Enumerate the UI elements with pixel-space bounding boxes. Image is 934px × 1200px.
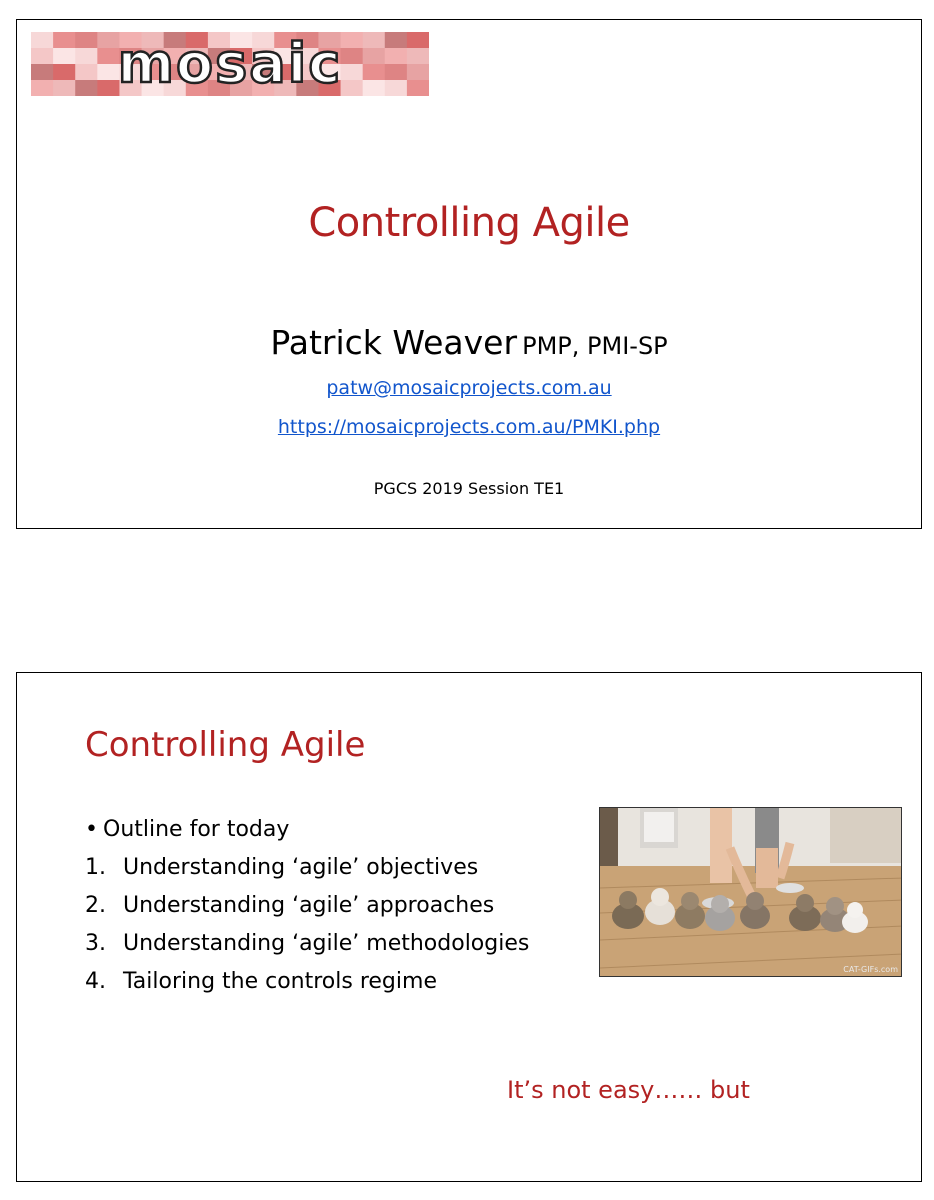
bullet-dot: • [85,817,98,842]
title-slide [16,19,922,529]
item-number: 2. [85,893,106,918]
image-caption: CAT-GIFs.com [843,965,898,974]
item-text: Understanding ‘agile’ approaches [123,893,495,918]
item-number: 4. [85,969,106,994]
item-text: Understanding ‘agile’ objectives [123,855,479,880]
session-label: PGCS 2019 Session TE1 [373,479,565,498]
author-name: Patrick Weaver [270,323,518,362]
list-item [85,925,529,963]
logo-text: mosaic [117,32,343,95]
item-number: 1. [85,855,106,880]
outline-list [85,811,529,1001]
email-link[interactable]: patw@mosaicprojects.com.au [326,377,612,399]
slide-title: Controlling Agile [85,725,366,765]
list-item [85,887,529,925]
kittens-photo [599,807,902,977]
author-credentials: PMP, PMI-SP [522,332,668,360]
item-number: 3. [85,931,106,956]
slide-title: Controlling Agile [308,200,630,246]
outline-bullet [85,811,529,849]
list-item [85,849,529,887]
author-line [17,323,921,362]
tagline: It’s not easy…… but [507,1076,750,1104]
outline-slide [16,672,922,1182]
bullet-text: Outline for today [103,817,290,842]
list-item [85,963,529,1001]
item-text: Tailoring the controls regime [123,969,437,994]
website-link[interactable]: https://mosaicprojects.com.au/PMKI.php [277,416,661,438]
mosaic-logo [31,32,429,96]
item-text: Understanding ‘agile’ methodologies [123,931,530,956]
